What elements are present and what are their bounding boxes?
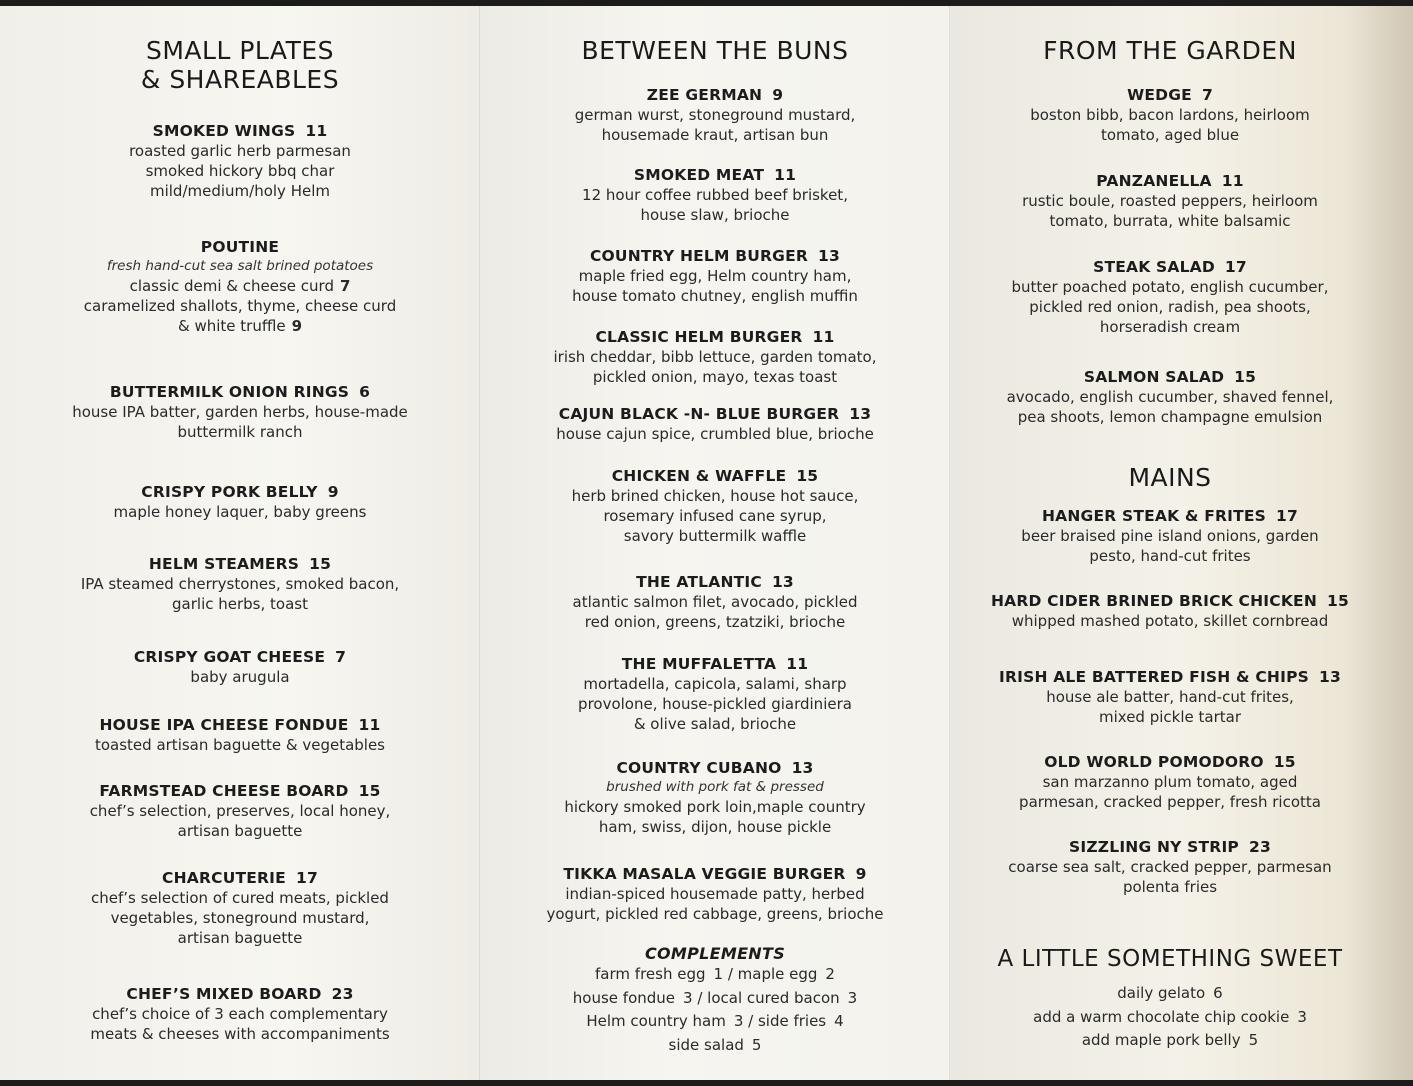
item-desc: roasted garlic herb parmesan xyxy=(129,142,351,160)
item-desc: meats & cheeses with accompaniments xyxy=(90,1025,390,1043)
item-price: 23 xyxy=(1248,838,1271,856)
complements-section xyxy=(480,944,950,1057)
item-desc: butter poached potato, english cucumber, xyxy=(1011,278,1329,296)
item-price: 13 xyxy=(1319,668,1341,686)
item-name: CRISPY GOAT CHEESE xyxy=(133,648,326,666)
menu-item xyxy=(950,506,1390,566)
item-name: COUNTRY CUBANO xyxy=(616,759,782,777)
complement-name: / side fries xyxy=(748,1012,827,1030)
item-name-row xyxy=(0,868,480,888)
sweet-list xyxy=(950,982,1390,1053)
complement-name: / maple egg xyxy=(727,965,818,983)
item-price: 17 xyxy=(1224,258,1247,276)
menu-item xyxy=(480,404,950,444)
item-desc: vegetables, stoneground mustard, xyxy=(110,909,370,927)
menu-item xyxy=(950,367,1390,427)
item-name-row xyxy=(480,466,950,486)
menu-item xyxy=(0,482,480,522)
section-title-sweet: A LITTLE SOMETHING SWEET xyxy=(997,946,1343,972)
menu-panel-garden-mains xyxy=(950,0,1413,1086)
item-desc: house tomato chutney, english muffin xyxy=(572,287,858,305)
complement-name: side salad xyxy=(668,1035,744,1054)
item-name: CHEF’S MIXED BOARD xyxy=(126,985,322,1003)
item-name: CRISPY PORK BELLY xyxy=(141,483,318,501)
bottom-edge-bar xyxy=(0,1080,1413,1086)
item-desc: chef’s selection of cured meats, pickled xyxy=(91,889,389,907)
item-name: OLD WORLD POMODORO xyxy=(1044,753,1264,771)
complement-price: 3 xyxy=(733,1012,744,1030)
complement-line xyxy=(480,1034,950,1058)
item-name: PANZANELLA xyxy=(1096,172,1212,190)
item-price: 13 xyxy=(791,759,814,777)
item-desc: savory buttermilk waffle xyxy=(623,527,807,545)
item-name-row xyxy=(0,382,480,402)
title-line: SMALL PLATES xyxy=(145,36,335,65)
item-desc: caramelized shallots, thyme, cheese curd xyxy=(83,297,397,315)
item-desc: coarse sea salt, cracked pepper, parmesan xyxy=(1008,858,1332,876)
item-desc: san marzanno plum tomato, aged xyxy=(1042,773,1298,791)
item-name: FARMSTEAD CHEESE BOARD xyxy=(99,782,349,800)
item-price: 7 xyxy=(335,648,347,666)
section-title-from-the-garden: FROM THE GARDEN xyxy=(1043,36,1297,65)
item-price: 9 xyxy=(291,317,302,335)
menu-item xyxy=(480,758,950,837)
item-desc: mild/medium/holy Helm xyxy=(149,182,330,200)
item-price: 11 xyxy=(358,716,381,734)
item-name: STEAK SALAD xyxy=(1093,258,1215,276)
item-desc: chef’s selection, preserves, local honey, xyxy=(89,802,391,820)
item-desc: house ale batter, hand-cut frites, xyxy=(1046,688,1294,706)
item-desc: maple fried egg, Helm country ham, xyxy=(578,267,852,285)
item-desc: irish cheddar, bibb lettuce, garden tomato, xyxy=(553,348,877,366)
item-name: SIZZLING NY STRIP xyxy=(1069,838,1239,856)
item-name: SMOKED MEAT xyxy=(633,166,765,184)
item-desc-row xyxy=(0,276,480,296)
menu-item xyxy=(0,382,480,442)
item-name-row xyxy=(950,85,1390,105)
item-desc: chef’s choice of 3 each complementary xyxy=(92,1005,388,1023)
menu-item xyxy=(0,121,480,201)
item-name-row xyxy=(0,482,480,502)
sweet-item xyxy=(950,1029,1390,1053)
item-desc: parmesan, cracked pepper, fresh ricotta xyxy=(1019,793,1321,811)
item-name: CHICKEN & WAFFLE xyxy=(611,467,787,485)
item-desc: avocado, english cucumber, shaved fennel, xyxy=(1006,388,1334,406)
section-title-mains: MAINS xyxy=(1128,463,1212,492)
item-name: TIKKA MASALA VEGGIE BURGER xyxy=(563,865,846,883)
item-price: 15 xyxy=(1234,368,1257,386)
sweet-price: 6 xyxy=(1213,984,1223,1002)
menu-item xyxy=(480,327,950,387)
sweet-item xyxy=(950,1006,1390,1030)
item-desc: herb brined chicken, house hot sauce, xyxy=(571,487,859,505)
item-name-row xyxy=(480,572,950,592)
menu-item xyxy=(0,647,480,687)
menu-item xyxy=(950,752,1390,812)
item-price: 9 xyxy=(855,865,867,883)
menu-item xyxy=(0,554,480,614)
item-price: 9 xyxy=(327,483,339,501)
menu-item xyxy=(0,237,480,336)
item-name: WEDGE xyxy=(1127,86,1192,104)
item-name-row xyxy=(950,506,1390,526)
sweet-name: daily gelato xyxy=(1117,984,1206,1002)
item-desc: house IPA batter, garden herbs, house-made xyxy=(72,403,408,421)
item-name-row xyxy=(950,837,1390,857)
item-price: 7 xyxy=(1201,86,1213,104)
item-price: 11 xyxy=(774,166,797,184)
item-name: IRISH ALE BATTERED FISH & CHIPS xyxy=(999,668,1309,686)
item-desc: pickled red onion, radish, pea shoots, xyxy=(1029,298,1311,316)
item-price: 15 xyxy=(309,555,332,573)
item-name-row xyxy=(480,864,950,884)
item-desc: polenta fries xyxy=(1122,878,1218,896)
item-name: CAJUN BLACK -N- BLUE BURGER xyxy=(558,405,840,423)
item-price: 11 xyxy=(786,655,809,673)
complement-price: 3 xyxy=(683,988,693,1007)
item-price: 6 xyxy=(359,383,371,401)
item-price: 13 xyxy=(849,405,872,423)
menu-item xyxy=(0,781,480,841)
menu-item xyxy=(480,246,950,306)
item-name: HARD CIDER BRINED BRICK CHICKEN xyxy=(991,592,1317,610)
item-name: HANGER STEAK & FRITES xyxy=(1041,507,1267,525)
item-name: HOUSE IPA CHEESE FONDUE xyxy=(99,716,349,734)
item-name-row xyxy=(480,165,950,185)
item-desc: classic demi & cheese curd xyxy=(129,277,334,295)
item-desc: rosemary infused cane syrup, xyxy=(603,507,827,525)
item-name: POUTINE xyxy=(200,238,280,256)
item-desc: housemade kraut, artisan bun xyxy=(601,126,829,144)
item-desc: pickled onion, mayo, texas toast xyxy=(592,368,838,386)
item-name-row xyxy=(480,85,950,105)
menu-item xyxy=(480,165,950,225)
item-name: THE MUFFALETTA xyxy=(621,655,777,673)
item-price: 9 xyxy=(772,86,784,104)
menu-item xyxy=(480,466,950,546)
item-price: 23 xyxy=(331,985,354,1003)
top-edge-bar xyxy=(0,0,1413,6)
item-name-row xyxy=(480,758,950,778)
item-name: BUTTERMILK ONION RINGS xyxy=(109,383,350,401)
complement-name: farm fresh egg xyxy=(595,965,706,983)
menu-item xyxy=(950,667,1390,727)
menu-item xyxy=(950,591,1390,631)
complement-line xyxy=(480,987,950,1011)
item-name: SALMON SALAD xyxy=(1083,368,1225,386)
item-name-row xyxy=(950,752,1390,772)
menu-item xyxy=(480,85,950,145)
item-price: 7 xyxy=(339,277,351,295)
item-desc: beer braised pine island onions, garden xyxy=(1021,527,1319,545)
item-desc: smoked hickory bbq char xyxy=(145,162,335,180)
item-name: HELM STEAMERS xyxy=(148,555,300,573)
complements-title: COMPLEMENTS xyxy=(644,944,786,963)
item-desc: german wurst, stoneground mustard, xyxy=(574,106,856,124)
menu-item xyxy=(0,868,480,948)
complement-price: 2 xyxy=(825,965,835,983)
item-desc: horseradish cream xyxy=(1099,318,1241,336)
item-price: 11 xyxy=(812,328,835,346)
sweet-name: add a warm chocolate chip cookie xyxy=(1033,1007,1290,1026)
item-price: 13 xyxy=(818,247,840,265)
sweet-price: 5 xyxy=(1248,1031,1259,1049)
item-desc: house cajun spice, crumbled blue, brioche xyxy=(556,425,874,443)
menu-item xyxy=(0,984,480,1044)
menu-item xyxy=(950,837,1390,897)
complement-price: 3 xyxy=(847,988,858,1007)
item-desc: atlantic salmon filet, avocado, pickled xyxy=(572,593,858,611)
complement-name: house fondue xyxy=(572,988,676,1007)
item-name: ZEE GERMAN xyxy=(646,86,763,104)
menu-item xyxy=(0,715,480,755)
item-price: 15 xyxy=(1327,592,1349,610)
item-price: 13 xyxy=(771,573,794,591)
item-name-row xyxy=(950,257,1390,277)
item-name-row xyxy=(950,367,1390,387)
item-name-row xyxy=(0,554,480,574)
complement-price: 5 xyxy=(751,1035,762,1054)
item-desc: provolone, house-pickled giardiniera xyxy=(578,695,852,713)
item-desc: baby arugula xyxy=(190,668,290,686)
item-desc: garlic herbs, toast xyxy=(172,595,308,613)
sweet-price: 3 xyxy=(1297,1007,1307,1026)
item-desc: house slaw, brioche xyxy=(640,206,790,224)
menu-panel-between-the-buns xyxy=(480,0,950,1086)
item-note: fresh hand-cut sea salt brined potatoes xyxy=(106,258,374,274)
item-desc: mortadella, capicola, salami, sharp xyxy=(583,675,847,693)
item-name-row xyxy=(480,327,950,347)
complement-line xyxy=(480,963,950,987)
item-desc: & olive salad, brioche xyxy=(633,715,797,733)
complement-price: 1 xyxy=(713,965,724,983)
menu-item xyxy=(950,171,1390,231)
item-desc: yogurt, pickled red cabbage, greens, brioche xyxy=(546,905,884,923)
item-price: 15 xyxy=(358,782,381,800)
section-title-between-the-buns: BETWEEN THE BUNS xyxy=(581,36,849,65)
item-name-row xyxy=(480,246,950,266)
item-name-row xyxy=(0,984,480,1004)
item-name-row xyxy=(0,647,480,667)
item-desc: & white truffle xyxy=(177,317,286,335)
item-price: 11 xyxy=(1221,172,1244,190)
item-desc: whipped mashed potato, skillet cornbread xyxy=(1011,612,1329,630)
item-name-row xyxy=(0,781,480,801)
item-desc: boston bibb, bacon lardons, heirloom xyxy=(1030,106,1310,124)
item-name: CLASSIC HELM BURGER xyxy=(595,328,803,346)
item-desc: tomato, aged blue xyxy=(1100,126,1240,144)
item-desc-row xyxy=(0,316,480,336)
item-desc: tomato, burrata, white balsamic xyxy=(1049,212,1291,230)
item-desc: mixed pickle tartar xyxy=(1099,708,1241,726)
item-desc: buttermilk ranch xyxy=(177,423,303,441)
item-name-row xyxy=(0,121,480,141)
menu-item xyxy=(480,864,950,924)
item-desc: artisan baguette xyxy=(177,929,303,947)
complement-line xyxy=(480,1010,950,1034)
item-name-row xyxy=(480,404,950,424)
item-desc: red onion, greens, tzatziki, brioche xyxy=(584,613,846,631)
item-desc: indian-spiced housemade patty, herbed xyxy=(565,885,865,903)
item-name-row xyxy=(950,171,1390,191)
sweet-item xyxy=(950,982,1390,1006)
item-name-row xyxy=(950,591,1390,611)
item-price: 17 xyxy=(295,869,318,887)
menu-item xyxy=(950,85,1390,145)
complement-name: Helm country ham xyxy=(586,1012,726,1030)
item-desc: hickory smoked pork loin,maple country xyxy=(564,798,866,816)
item-price: 17 xyxy=(1276,507,1299,525)
item-desc: ham, swiss, dijon, house pickle xyxy=(598,818,832,836)
item-desc: 12 hour coffee rubbed beef brisket, xyxy=(582,186,848,204)
complement-name: / local cured bacon xyxy=(697,988,840,1007)
item-name-row xyxy=(950,667,1390,687)
title-line: & SHAREABLES xyxy=(140,65,340,94)
menu-panel-small-plates xyxy=(0,0,480,1086)
item-name: THE ATLANTIC xyxy=(636,573,762,591)
section-title-small-plates xyxy=(0,36,480,94)
menu-item xyxy=(480,572,950,632)
item-price: 15 xyxy=(796,467,819,485)
item-desc: rustic boule, roasted peppers, heirloom xyxy=(1022,192,1318,210)
item-price: 11 xyxy=(305,122,328,140)
menu-item xyxy=(480,654,950,734)
item-price: 15 xyxy=(1273,753,1296,771)
sweet-name: add maple pork belly xyxy=(1081,1031,1241,1049)
item-name-row xyxy=(0,715,480,735)
item-note: brushed with pork fat & pressed xyxy=(606,779,824,795)
complement-price: 4 xyxy=(834,1012,844,1030)
item-desc: artisan baguette xyxy=(177,822,303,840)
item-desc: maple honey laquer, baby greens xyxy=(113,503,367,521)
item-name: COUNTRY HELM BURGER xyxy=(589,247,809,265)
item-desc: IPA steamed cherrystones, smoked bacon, xyxy=(80,575,400,593)
item-desc: pesto, hand-cut frites xyxy=(1089,547,1251,565)
item-name-row xyxy=(480,654,950,674)
menu-item xyxy=(950,257,1390,337)
item-name: SMOKED WINGS xyxy=(152,122,296,140)
item-name: CHARCUTERIE xyxy=(162,869,286,887)
item-desc: pea shoots, lemon champagne emulsion xyxy=(1017,408,1323,426)
item-desc: toasted artisan baguette & vegetables xyxy=(94,736,385,754)
